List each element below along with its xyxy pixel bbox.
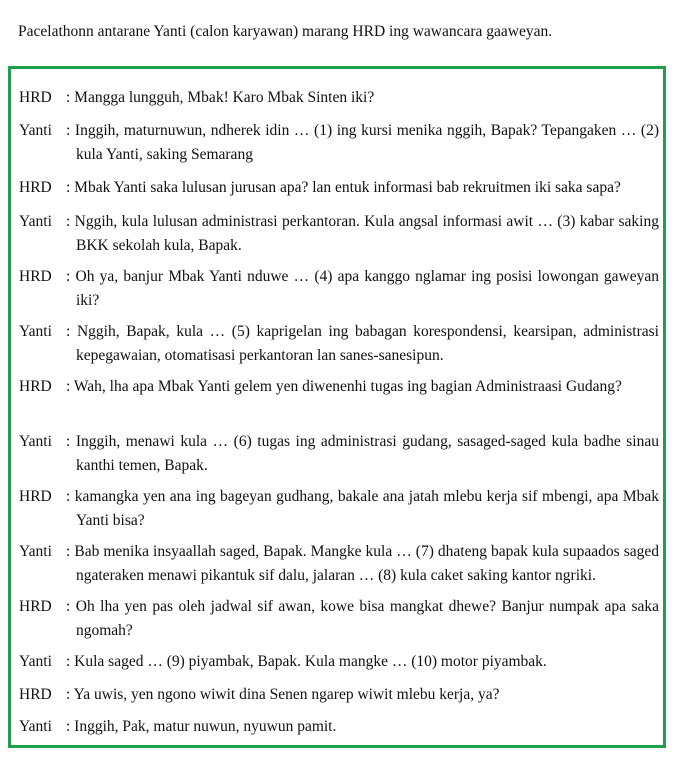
dialog-turn xyxy=(19,715,659,739)
speaker-label: HRD xyxy=(19,598,52,615)
dialog-text: : kamangka yen ana ing bageyan gudhang, bakale ana jatah mlebu kerja sif mbengi, apa Mbak Yanti bisa? xyxy=(66,488,659,529)
dialog-turn xyxy=(19,176,659,200)
dialog-turn xyxy=(19,320,659,368)
speaker-label: Yanti xyxy=(19,213,52,230)
dialog-text: : Mbak Yanti saka lulusan jurusan apa? lan entuk informasi bab rekruitmen iki saka sapa? xyxy=(66,179,621,196)
dialog-text: : Oh ya, banjur Mbak Yanti nduwe … (4) apa kanggo nglamar ing posisi lowongan gaweyan iki? xyxy=(66,268,659,309)
dialog-frame xyxy=(8,66,666,748)
dialog-text: : Kula saged … (9) piyambak, Bapak. Kula mangke … (10) motor piyambak. xyxy=(66,653,547,670)
dialog-text: : Oh lha yen pas oleh jadwal sif awan, kowe bisa mangkat dhewe? Banjur numpak apa saka ngomah? xyxy=(66,598,659,639)
speaker-label: Yanti xyxy=(19,653,52,670)
speaker-label: Yanti xyxy=(19,718,52,735)
dialog-turn xyxy=(19,86,659,110)
dialog-turn xyxy=(19,595,659,643)
dialog-turn xyxy=(19,430,659,478)
speaker-label: Yanti xyxy=(19,323,52,340)
dialog-turn xyxy=(19,265,659,313)
dialog-turn xyxy=(19,683,659,707)
speaker-label: HRD xyxy=(19,488,52,505)
speaker-label: HRD xyxy=(19,686,52,703)
dialog-text: : Nggih, Bapak, kula … (5) kaprigelan ing babagan korespondensi, kearsipan, administrasi kepegawaian, otomatisasi perkantoran lan sanes-sanesipun. xyxy=(66,323,659,364)
speaker-label: Yanti xyxy=(19,122,52,139)
dialog-text: : Nggih, kula lulusan administrasi perkantoran. Kula angsal informasi awit … (3) kabar saking BKK sekolah kula, Bapak. xyxy=(66,213,659,254)
dialog-turn xyxy=(19,210,659,258)
dialog-turn xyxy=(19,540,659,588)
dialog-turn xyxy=(19,119,659,167)
speaker-label: HRD xyxy=(19,378,52,395)
intro-text: Pacelathonn antarane Yanti (calon karyawan) marang HRD ing wawancara gaaweyan. xyxy=(18,23,553,40)
speaker-label: HRD xyxy=(19,268,52,285)
dialog-turn xyxy=(19,375,659,399)
dialog-text: : Bab menika insyaallah saged, Bapak. Mangke kula … (7) dhateng bapak kula supaados saged ngateraken menawi pikantuk sif dalu, jalaran … (8) kula caket saking kantor ngriki. xyxy=(66,543,659,584)
dialog-text: : Ya uwis, yen ngono wiwit dina Senen ngarep wiwit mlebu kerja, ya? xyxy=(66,686,500,703)
dialog-text: : Inggih, maturnuwun, ndherek idin … (1) ing kursi menika nggih, Bapak? Tepangaken … (2) kula Yanti, saking Semarang xyxy=(66,122,659,163)
dialog-text: : Mangga lungguh, Mbak! Karo Mbak Sinten iki? xyxy=(66,89,375,106)
speaker-label: Yanti xyxy=(19,543,52,560)
dialog-turn xyxy=(19,485,659,533)
speaker-label: HRD xyxy=(19,179,52,196)
dialog-turn xyxy=(19,650,659,674)
dialog-text: : Wah, lha apa Mbak Yanti gelem yen diwenenhi tugas ing bagian Administraasi Gudang? xyxy=(66,378,622,395)
speaker-label: HRD xyxy=(19,89,52,106)
dialog-text: : Inggih, menawi kula … (6) tugas ing administrasi gudang, sasaged-saged kula badhe sinau kanthi temen, Bapak. xyxy=(66,433,659,474)
dialog-text: : Inggih, Pak, matur nuwun, nyuwun pamit. xyxy=(66,718,337,735)
speaker-label: Yanti xyxy=(19,433,52,450)
